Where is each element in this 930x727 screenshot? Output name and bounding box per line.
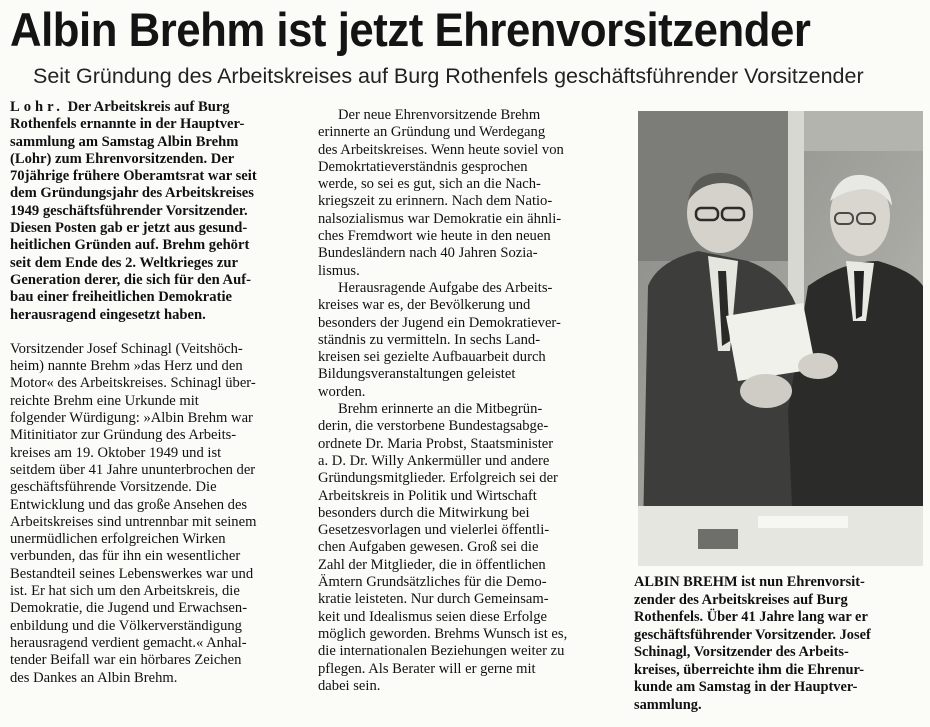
- text-line: keit und Idealismus seien diese Erfolge: [318, 608, 547, 625]
- text-line: a. D. Dr. Willy Ankermüller und andere: [318, 452, 550, 469]
- text-line: besonders durch die Mitwirkung bei: [318, 504, 530, 521]
- text-line: Generation derer, die sich für den Auf-: [10, 271, 251, 288]
- text-line: Bildungsveranstaltungen geleistet: [318, 366, 516, 383]
- text-line: sammlung am Samstag Albin Brehm: [10, 133, 239, 150]
- photo-two-men-handshake: [638, 111, 923, 566]
- text-line: Rothenfels. Über 41 Jahre lang war er: [634, 609, 868, 625]
- text-line: chen Aufgaben gewesen. Groß sei die: [318, 539, 539, 556]
- text-line: möglich geworden. Brehms Wunsch ist es,: [318, 625, 568, 642]
- text-line: Der neue Ehrenvorsitzende Brehm: [338, 107, 541, 123]
- text-line: kreises war es, der Bevölkerung und: [318, 297, 531, 314]
- text-line: kriegszeit zu erinnern. Nach dem Natio-: [318, 193, 553, 210]
- lead-paragraph: [10, 99, 305, 324]
- text-line: des Dankes an Albin Brehm.: [10, 669, 178, 686]
- text-line: kreises, überreichte ihm die Ehrenur-: [634, 661, 865, 678]
- text-line: ches Fremdwort wie heute in den neuen: [318, 228, 551, 245]
- text-line: kreisen sei gezielte Aufbauarbeit durch: [318, 349, 546, 366]
- text-line: bau einer freiheitlichen Demokratie: [10, 289, 232, 306]
- text-line: Gesetzesvorlagen und vielerlei öffentli-: [318, 522, 550, 539]
- text-line: 70jährige frühere Oberamtsrat war seit: [10, 168, 257, 185]
- text-line: Gründungsmitglieder. Erfolgreich sei der: [318, 470, 558, 487]
- text-line: heitlichen Gründen auf. Brehm gehört: [10, 237, 250, 254]
- text-line: nalsozialismus war Demokratie ein ähnli-: [318, 210, 562, 227]
- text-line: Diesen Posten gab er jetzt aus gesund-: [10, 220, 248, 237]
- text-line: (Lohr) zum Ehrenvorsitzenden. Der: [10, 150, 235, 167]
- text-line: Der Arbeitskreis auf Burg: [67, 99, 230, 115]
- text-line: Ämtern Grundsätzliches für die Demo-: [318, 574, 547, 591]
- text-line: dem Gründungsjahr des Arbeitskreises: [10, 185, 254, 202]
- text-line: erinnerte an Gründung und Werdegang: [318, 124, 546, 141]
- text-line: ordnete Dr. Maria Probst, Staatsminister: [318, 435, 554, 452]
- body-paragraph: [318, 280, 621, 401]
- text-line: Demokrtatieverständnis gesprochen: [318, 158, 528, 175]
- text-line: besonders der Jugend ein Demokratiever-: [318, 314, 561, 331]
- text-line: 1949 geschäftsführender Vorsitzender.: [10, 202, 248, 219]
- text-line: pflegen. Als Berater will er gerne mit: [318, 660, 536, 677]
- text-line: Schinagl, Vorsitzender des Arbeits-: [634, 644, 849, 660]
- text-line: tender Beifall war ein hörbares Zeichen: [10, 652, 242, 669]
- text-line: seit dem Ende des 2. Weltkrieges zur: [10, 254, 238, 271]
- text-line: Zahl der Mitglieder, die in öffentlichen: [318, 556, 546, 573]
- text-line: Herausragende Aufgabe des Arbeits-: [338, 279, 553, 296]
- photo-caption: [634, 574, 924, 714]
- text-line: kunde am Samstag in der Hauptver-: [634, 679, 858, 695]
- text-line: seitdem über 41 Jahre ununterbrochen der: [10, 461, 256, 478]
- body-paragraph: [318, 107, 621, 280]
- text-line: Vorsitzender Josef Schinagl (Veitshöch-: [10, 340, 243, 357]
- text-line: Entwicklung und das große Ansehen des: [10, 496, 248, 513]
- text-line: folgender Würdigung: »Albin Brehm war: [10, 410, 253, 427]
- text-line: werde, so sei es gut, sich an die Nach-: [318, 176, 541, 193]
- text-line: enbildung und die Völkerverständigung: [10, 617, 242, 634]
- text-line: Arbeitskreis in Politik und Wirtschaft: [318, 487, 537, 504]
- text-line: derin, die verstorbene Bundestagsabge-: [318, 418, 549, 435]
- text-line: Bestandteil seines Lebenswerkes war und: [10, 565, 254, 582]
- text-line: des Arbeitskreises. Wenn heute soviel von: [318, 141, 564, 158]
- text-line: Motor« des Arbeitskreises. Schinagl über-: [10, 375, 256, 392]
- text-line: Bundesländern nach 40 Jahren Sozia-: [318, 245, 538, 262]
- text-line: Rothenfels ernannte in der Hauptver-: [10, 116, 245, 133]
- text-line: kreises am 19. Oktober 1949 und ist: [10, 444, 222, 461]
- text-line: heim) nannte Brehm »das Herz und den: [10, 358, 243, 375]
- text-line: kratie leisteten. Nur durch Gemeinsam-: [318, 591, 549, 608]
- text-line: worden.: [318, 383, 366, 400]
- text-line: herausragend eingesetzt haben.: [10, 306, 206, 323]
- body-paragraph: [10, 341, 305, 687]
- text-line: lismus.: [318, 262, 360, 279]
- text-line: ist. Er hat sich um den Arbeitskreis, die: [10, 583, 240, 600]
- text-line: Arbeitskreises sind untrennbar mit seinem: [10, 513, 257, 530]
- text-line: unermüdlichen erfolgreichen Wirken: [10, 531, 226, 548]
- article-column-1: [10, 99, 305, 687]
- text-line: Demokratie, die Jugend und Erwachsen-: [10, 600, 248, 617]
- text-line: verbunden, das für ihn ein wesentlicher: [10, 548, 241, 565]
- headline: Albin Brehm ist jetzt Ehrenvorsitzender: [10, 3, 811, 56]
- text-line: sammlung.: [634, 696, 702, 713]
- text-line: dabei sein.: [318, 677, 381, 694]
- text-line: herausragend verdient gemacht.« Anhal-: [10, 634, 247, 651]
- text-line: geschäftsführende Vorsitzende. Die: [10, 479, 217, 496]
- press-photo: [638, 111, 923, 566]
- body-paragraph: [318, 401, 621, 695]
- text-line: Brehm erinnerte an die Mitbegrün-: [338, 401, 543, 418]
- text-line: ALBIN BREHM ist nun Ehrenvorsit-: [634, 574, 865, 590]
- text-line: reichte Brehm eine Urkunde mit: [10, 392, 199, 409]
- text-line: ständnis zu vermitteln. In sechs Land-: [318, 331, 541, 348]
- text-line: zender des Arbeitskreises auf Burg: [634, 591, 848, 608]
- dateline-place: Lohr.: [10, 99, 64, 115]
- text-line: Mitinitiator zur Gründung des Arbeits-: [10, 427, 237, 444]
- text-line: die internationalen Beziehungen weiter zu: [318, 643, 565, 660]
- subheadline: Seit Gründung des Arbeitskreises auf Burg Rothenfels geschäftsführender Vorsitzender: [33, 64, 864, 88]
- text-line: geschäftsführender Vorsitzender. Josef: [634, 626, 871, 643]
- article-column-2: [318, 107, 621, 695]
